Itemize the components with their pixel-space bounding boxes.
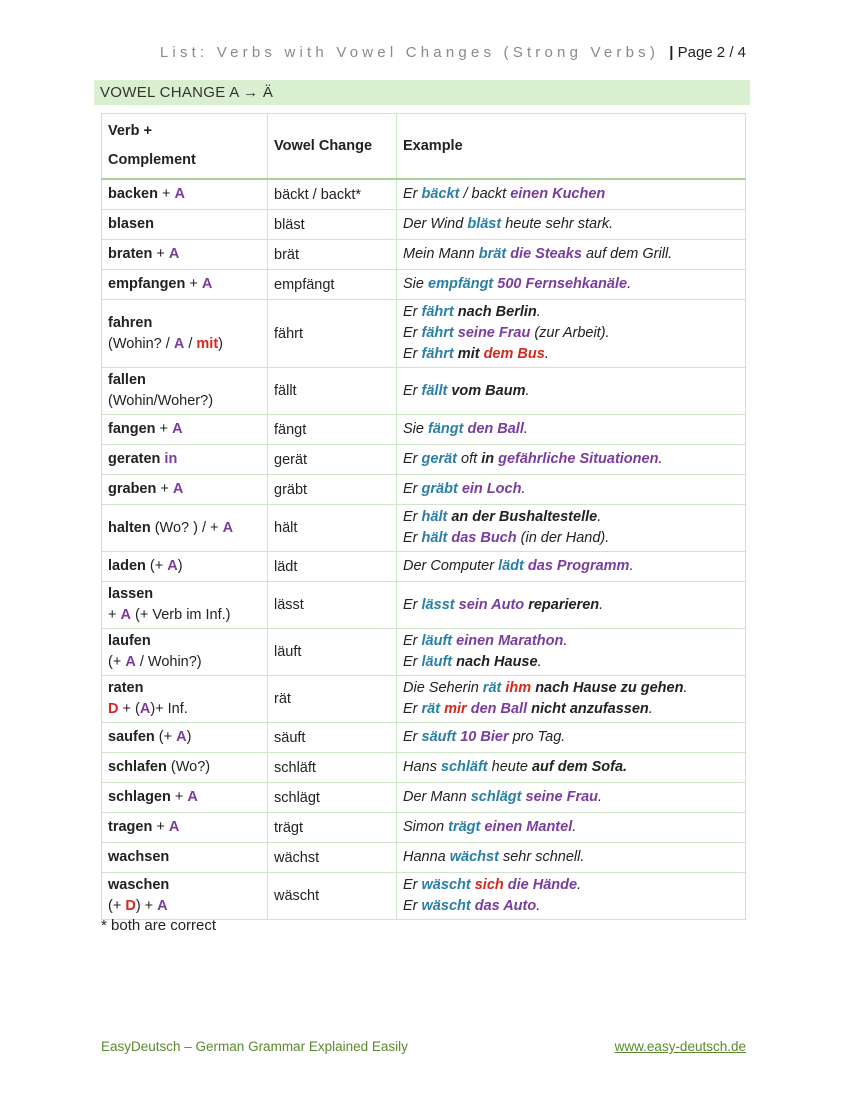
vowel-change-cell: lässt — [268, 582, 397, 629]
text-segment: hält — [421, 509, 448, 525]
text-segment: fangen — [108, 421, 156, 437]
text-segment: . — [525, 382, 530, 399]
example-line — [403, 699, 739, 720]
text-segment: braten — [108, 246, 153, 262]
text-segment: heute sehr stark. — [501, 216, 614, 232]
example-line — [403, 847, 739, 868]
text-segment: . — [658, 451, 663, 467]
text-segment: ) + — [135, 898, 158, 914]
text-segment: bläst — [467, 216, 502, 232]
vowel-change-cell: gerät — [268, 445, 397, 475]
text-segment: Er — [403, 304, 422, 320]
vowel-change-cell: bläst — [268, 210, 397, 240]
text-segment: gefährliche Situationen — [498, 451, 659, 467]
text-segment: . — [599, 596, 604, 613]
text-segment: A — [157, 898, 168, 914]
text-segment: A — [201, 276, 213, 292]
table-row — [102, 582, 746, 629]
example-cell — [397, 179, 746, 210]
document-title: List: Verbs with Vowel Changes (Strong Verbs) — [159, 44, 660, 61]
verb-cell — [102, 629, 268, 676]
vowel-change-cell: wäscht — [268, 873, 397, 920]
table-row — [102, 505, 746, 552]
text-segment: halten — [108, 519, 151, 536]
example-cell — [397, 445, 746, 475]
verb-cell — [102, 179, 268, 210]
example-line — [403, 184, 739, 205]
text-segment: + — [108, 607, 121, 623]
example-cell — [397, 813, 746, 843]
example-cell — [397, 753, 746, 783]
table-row — [102, 629, 746, 676]
example-line — [403, 556, 739, 577]
text-segment: brät — [478, 246, 507, 262]
text-segment: . — [523, 421, 528, 437]
text-segment: trägt — [448, 819, 481, 835]
text-segment: läuft — [421, 654, 453, 670]
text-segment: die Hände — [507, 877, 578, 893]
text-segment: mit — [457, 346, 480, 362]
text-segment: rät — [482, 680, 502, 696]
example-line — [403, 787, 739, 808]
verb-cell — [102, 210, 268, 240]
text-segment: das Buch — [451, 530, 517, 546]
page-header — [160, 44, 746, 61]
text-segment: seine Frau — [525, 789, 599, 805]
text-segment: + — [157, 186, 175, 202]
text-segment: graben — [108, 481, 157, 497]
vowel-change-cell: bäckt / backt* — [268, 179, 397, 210]
text-segment: . — [597, 509, 602, 525]
text-segment: A — [172, 481, 184, 497]
verb-cell — [102, 753, 268, 783]
text-segment: (in der Hand). — [516, 530, 610, 546]
vowel-change-cell: fängt — [268, 415, 397, 445]
text-segment: bäckt — [421, 186, 460, 202]
text-segment: heute — [487, 759, 532, 775]
vowel-change-cell: trägt — [268, 813, 397, 843]
text-segment: hält — [421, 530, 448, 546]
verb-cell — [102, 300, 268, 368]
table-row — [102, 240, 746, 270]
verb-cell — [102, 270, 268, 300]
vowel-change-cell: schläft — [268, 753, 397, 783]
example-line — [403, 595, 739, 616]
header-separator: | — [669, 44, 674, 61]
text-segment: blasen — [108, 216, 154, 232]
text-segment: tragen — [108, 819, 153, 835]
text-segment: rät — [421, 701, 441, 717]
text-segment: A — [167, 558, 178, 574]
text-segment: . — [648, 701, 653, 717]
text-segment: Er — [403, 325, 422, 341]
example-cell — [397, 843, 746, 873]
text-segment: A — [168, 819, 180, 835]
example-cell — [397, 475, 746, 505]
table-row — [102, 723, 746, 753]
text-segment: Er — [403, 596, 422, 613]
text-segment: Sie — [403, 421, 428, 437]
text-segment: / Wohin?) — [135, 654, 202, 670]
text-segment: auf dem Grill. — [581, 246, 673, 262]
example-cell — [397, 552, 746, 582]
example-cell — [397, 582, 746, 629]
example-line — [403, 302, 739, 323]
example-line — [403, 214, 739, 235]
text-segment: + — [156, 481, 173, 497]
text-segment: wachsen — [108, 849, 170, 865]
text-segment: A — [222, 519, 234, 536]
verb-cell — [102, 368, 268, 415]
text-segment: A — [173, 335, 185, 352]
text-segment: fallen — [108, 372, 146, 388]
text-segment: / backt — [459, 186, 511, 202]
text-segment: schlägt — [470, 789, 522, 805]
table-row — [102, 445, 746, 475]
example-cell — [397, 873, 746, 920]
text-segment: an der Bushaltestelle — [451, 509, 598, 525]
example-line — [403, 727, 739, 748]
example-line — [403, 419, 739, 440]
text-segment: . — [627, 276, 632, 292]
text-segment: in — [481, 451, 495, 467]
text-segment: Er — [403, 729, 422, 745]
text-segment: . — [683, 680, 688, 696]
table-row — [102, 676, 746, 723]
text-segment: . — [537, 654, 542, 670]
verb-cell — [102, 445, 268, 475]
example-line — [403, 757, 739, 778]
text-segment: das Auto — [474, 898, 537, 914]
example-cell — [397, 300, 746, 368]
footer-link[interactable]: www.easy-deutsch.de — [614, 1039, 746, 1054]
table-row — [102, 179, 746, 210]
section-title: VOWEL CHANGE A → Ä — [94, 80, 750, 105]
text-segment: . — [536, 304, 541, 320]
text-segment: A — [174, 186, 185, 202]
example-line — [403, 652, 739, 673]
text-segment: (+ — [145, 558, 168, 574]
verb-cell — [102, 676, 268, 723]
text-segment: Er — [403, 382, 422, 399]
table-row — [102, 300, 746, 368]
example-cell — [397, 368, 746, 415]
text-segment: (+ — [154, 729, 177, 745]
verb-cell — [102, 723, 268, 753]
vowel-change-cell: schlägt — [268, 783, 397, 813]
vowel-change-cell: wächst — [268, 843, 397, 873]
verb-cell — [102, 582, 268, 629]
text-segment: einen Marathon — [456, 633, 564, 649]
example-cell — [397, 210, 746, 240]
text-segment: lädt — [498, 558, 524, 574]
text-segment: den Ball — [470, 701, 528, 717]
verb-cell — [102, 813, 268, 843]
text-segment: lassen — [108, 586, 154, 602]
text-segment: einen Kuchen — [510, 186, 606, 202]
text-segment: mit — [196, 335, 219, 352]
table-row — [102, 368, 746, 415]
vowel-change-cell: läuft — [268, 629, 397, 676]
example-cell — [397, 629, 746, 676]
text-segment: den Ball — [467, 421, 524, 437]
text-segment: (Wo? ) / + — [150, 519, 223, 536]
example-line — [403, 381, 739, 402]
text-segment: Er — [403, 346, 422, 362]
example-cell — [397, 415, 746, 445]
text-segment: D — [108, 701, 119, 717]
text-segment: empfängt — [428, 276, 494, 292]
text-segment: Mein Mann — [403, 246, 479, 262]
text-segment: schlagen — [108, 789, 171, 805]
text-segment: ihm — [505, 680, 532, 696]
text-segment: . — [544, 346, 549, 362]
example-line — [403, 323, 739, 344]
text-segment: auf dem Sofa. — [531, 759, 628, 775]
text-segment: ) — [186, 729, 192, 745]
text-segment: schlafen — [108, 759, 167, 775]
example-line — [403, 479, 739, 500]
text-segment: in — [164, 451, 178, 467]
text-segment: A — [139, 701, 151, 717]
text-segment: fährt — [421, 325, 454, 341]
verb-cell — [102, 475, 268, 505]
example-line — [403, 896, 739, 917]
text-segment: pro Tag. — [508, 729, 566, 745]
text-segment: schläft — [440, 759, 488, 775]
verb-cell — [102, 505, 268, 552]
text-segment: einen Mantel — [484, 819, 573, 835]
text-segment: geraten — [108, 451, 161, 467]
text-segment: gräbt — [421, 481, 458, 497]
text-segment: fängt — [428, 421, 464, 437]
vowel-change-cell: lädt — [268, 552, 397, 582]
example-line — [403, 344, 739, 365]
text-segment: A — [168, 246, 180, 262]
text-segment: . — [629, 558, 634, 574]
text-segment: + — [152, 819, 169, 835]
text-segment: fahren — [108, 314, 153, 331]
verb-cell — [102, 240, 268, 270]
vowel-change-cell: hält — [268, 505, 397, 552]
text-segment: saufen — [108, 729, 155, 745]
example-cell — [397, 783, 746, 813]
example-cell — [397, 270, 746, 300]
text-segment: 10 Bier — [460, 729, 509, 745]
text-segment: Der Computer — [403, 558, 499, 574]
text-segment: raten — [108, 680, 144, 696]
vowel-change-cell: fährt — [268, 300, 397, 368]
vowel-change-cell: rät — [268, 676, 397, 723]
text-segment: lässt — [421, 596, 455, 613]
text-segment: . — [577, 877, 582, 893]
text-segment: + — [152, 246, 169, 262]
example-line — [403, 528, 739, 549]
text-segment: + — [155, 421, 173, 437]
text-segment: (+ — [108, 654, 126, 670]
table-row — [102, 873, 746, 920]
text-segment: sein Auto — [458, 596, 525, 613]
example-line — [403, 274, 739, 295]
text-segment: vom Baum — [451, 382, 526, 399]
text-segment: A — [125, 654, 136, 670]
text-segment: A — [187, 789, 198, 805]
table-row — [102, 210, 746, 240]
text-segment: nach Hause — [456, 654, 538, 670]
text-segment: das Programm — [527, 558, 630, 574]
text-segment: + — [170, 789, 188, 805]
column-header-verb-label: Verb + Complement — [108, 123, 196, 168]
text-segment: wächst — [449, 849, 499, 865]
text-segment: . — [536, 898, 541, 914]
verb-cell — [102, 552, 268, 582]
text-segment: empfangen — [108, 276, 186, 292]
text-segment: Er — [403, 509, 422, 525]
text-segment: Die Seherin — [403, 680, 483, 696]
text-segment: A — [172, 421, 183, 437]
text-segment: ) — [218, 335, 223, 352]
vowel-change-cell: fällt — [268, 368, 397, 415]
text-segment: + — [185, 276, 202, 292]
text-segment: waschen — [108, 877, 170, 893]
verb-table — [101, 113, 746, 920]
text-segment: Der Wind — [403, 216, 468, 232]
verb-cell — [102, 783, 268, 813]
text-segment: nicht anzufassen — [531, 701, 649, 717]
text-segment: Er — [403, 701, 422, 717]
text-segment: . — [563, 633, 568, 649]
verb-cell — [102, 415, 268, 445]
text-segment: Hans — [403, 759, 441, 775]
text-segment: ) — [177, 558, 183, 574]
text-segment: fährt — [421, 304, 454, 320]
table-row — [102, 475, 746, 505]
example-line — [403, 678, 739, 699]
text-segment: Er — [403, 186, 422, 202]
column-header-vowel-change: Vowel Change — [268, 114, 397, 180]
example-line — [403, 449, 739, 470]
text-segment: Er — [403, 877, 422, 893]
verb-cell — [102, 873, 268, 920]
text-segment: oft — [457, 451, 482, 467]
text-segment: A — [120, 607, 131, 623]
column-header-verb — [102, 114, 268, 180]
text-segment: (Wohin? / — [108, 335, 174, 352]
text-segment: ein Loch — [461, 481, 522, 497]
text-segment: Er — [403, 898, 422, 914]
footnote: * both are correct — [101, 917, 217, 934]
text-segment: (Wohin/Woher?) — [108, 393, 214, 409]
text-segment: wäscht — [421, 877, 471, 893]
vowel-change-cell: empfängt — [268, 270, 397, 300]
example-cell — [397, 505, 746, 552]
text-segment: mir — [444, 701, 467, 717]
vowel-change-cell: säuft — [268, 723, 397, 753]
text-segment: Simon — [403, 819, 449, 835]
text-segment: seine Frau — [457, 325, 531, 341]
table-row — [102, 843, 746, 873]
text-segment: gerät — [421, 451, 457, 467]
text-segment: läuft — [421, 633, 453, 649]
text-segment: Er — [403, 633, 422, 649]
table-row — [102, 813, 746, 843]
column-header-example: Example — [397, 114, 746, 180]
text-segment: Hanna — [403, 849, 450, 865]
text-segment: (+ Verb im Inf.) — [130, 607, 231, 623]
table-row — [102, 783, 746, 813]
text-segment: wäscht — [421, 898, 471, 914]
text-segment: Er — [403, 654, 422, 670]
text-segment: die Steaks — [510, 246, 582, 262]
text-segment: (Wo?) — [166, 759, 211, 775]
text-segment: (zur Arbeit). — [530, 325, 610, 341]
vowel-change-cell: gräbt — [268, 475, 397, 505]
example-cell — [397, 240, 746, 270]
text-segment: + ( — [118, 701, 140, 717]
text-segment: Er — [403, 451, 422, 467]
text-segment: . — [598, 789, 603, 805]
text-segment: nach Berlin — [457, 304, 537, 320]
text-segment: A — [176, 729, 187, 745]
text-segment: Er — [403, 530, 422, 546]
text-segment: sehr schnell. — [498, 849, 585, 865]
text-segment: laufen — [108, 633, 151, 649]
example-line — [403, 244, 739, 265]
text-segment: D — [125, 898, 136, 914]
text-segment: fällt — [421, 382, 448, 399]
example-line — [403, 631, 739, 652]
table-row — [102, 270, 746, 300]
text-segment: Sie — [403, 276, 428, 292]
text-segment: fährt — [421, 346, 454, 362]
table-row — [102, 552, 746, 582]
example-line — [403, 817, 739, 838]
example-cell — [397, 723, 746, 753]
footer-tagline: EasyDeutsch – German Grammar Explained Easily — [101, 1039, 408, 1054]
example-line — [403, 875, 739, 896]
text-segment: . — [521, 481, 526, 497]
text-segment: nach Hause zu gehen — [535, 680, 684, 696]
text-segment: Der Mann — [403, 789, 471, 805]
text-segment: säuft — [421, 729, 457, 745]
text-segment: Er — [403, 481, 422, 497]
text-segment: laden — [108, 558, 146, 574]
text-segment: sich — [474, 877, 504, 893]
text-segment: reparieren — [528, 596, 600, 613]
table-row — [102, 753, 746, 783]
example-cell — [397, 676, 746, 723]
table-row — [102, 415, 746, 445]
verb-cell — [102, 843, 268, 873]
text-segment: (+ — [108, 898, 126, 914]
text-segment: . — [572, 819, 577, 835]
text-segment: backen — [108, 186, 158, 202]
page-number: Page 2 / 4 — [677, 44, 746, 61]
text-segment: 500 Fernsehkanäle — [497, 276, 628, 292]
example-line — [403, 507, 739, 528]
text-segment: )+ Inf. — [150, 701, 188, 717]
vowel-change-cell: brät — [268, 240, 397, 270]
text-segment: / — [184, 335, 197, 352]
table-header-row — [102, 114, 746, 180]
text-segment: dem Bus — [483, 346, 545, 362]
